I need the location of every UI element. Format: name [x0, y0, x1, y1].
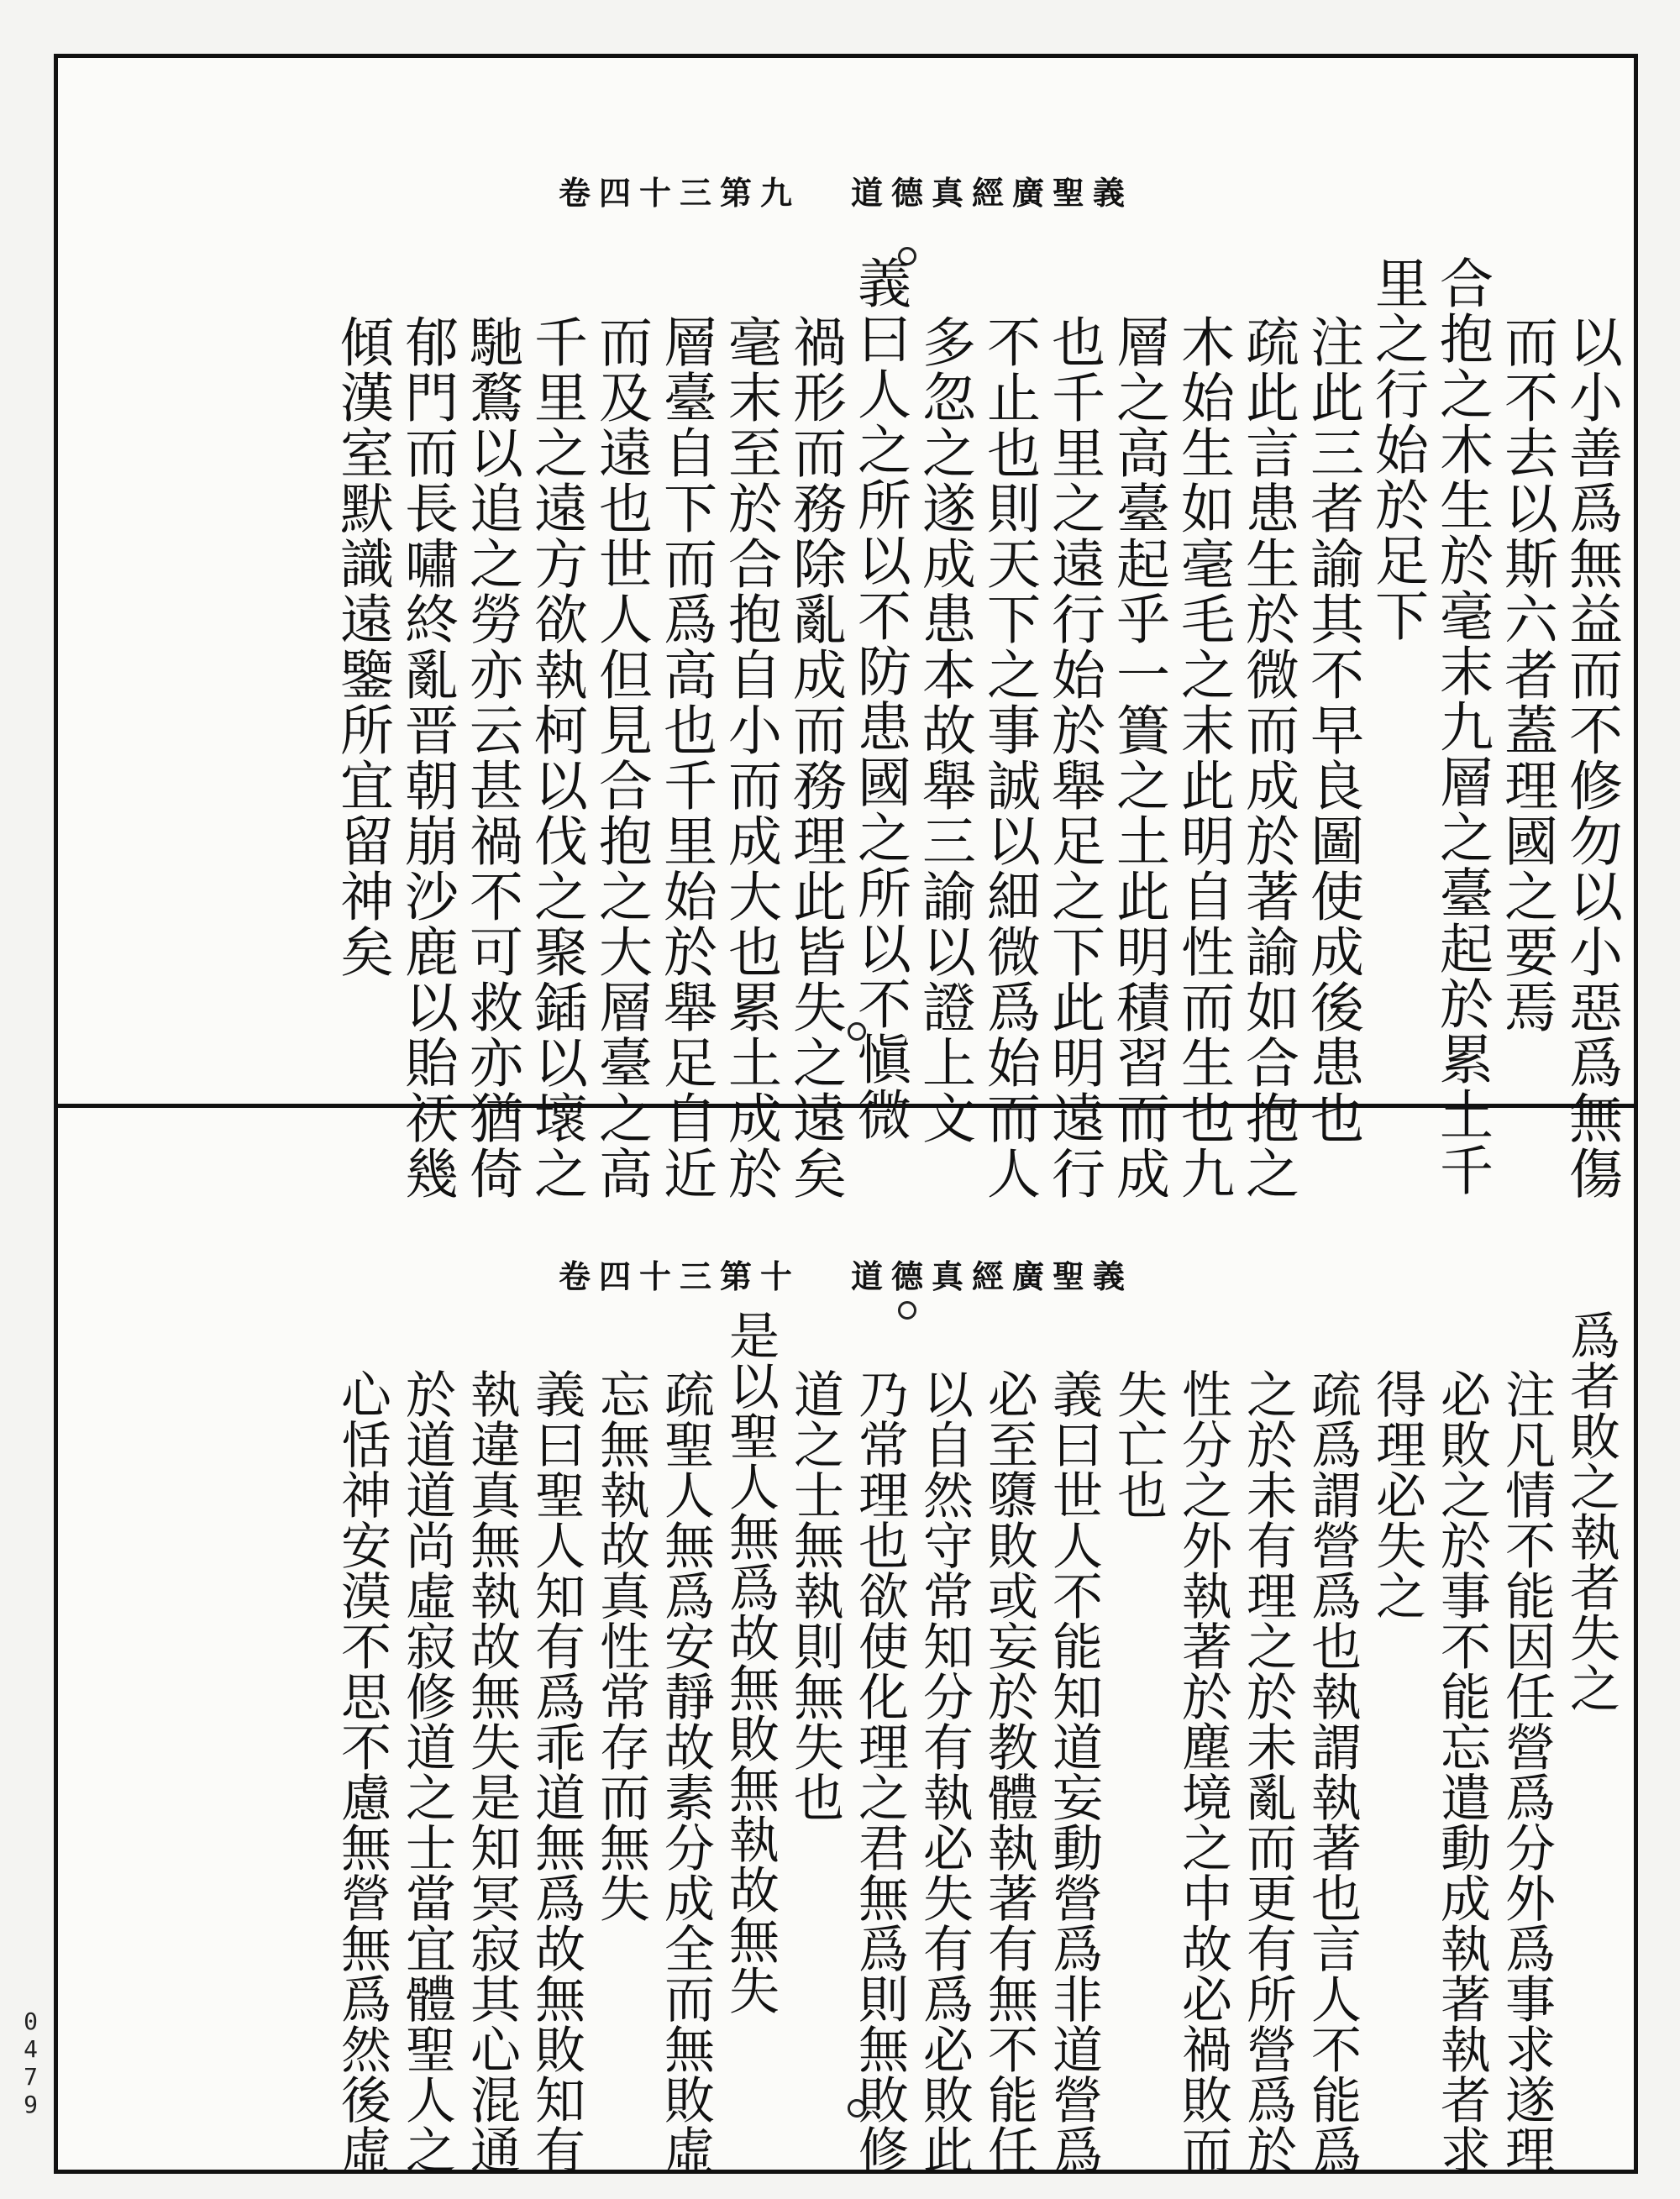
top-header-title: 卷四十三第九 — [558, 174, 801, 212]
bottom-column-5: 疏爲謂營爲也執謂執著也言人不能爲 — [1303, 1368, 1362, 2175]
top-column-12: 義曰人之所以不防患國之所以不愼微 — [848, 255, 911, 1142]
top-column-1: 以小善爲無益而不修勿以小惡爲無傷 — [1560, 314, 1622, 1201]
bottom-column-20: 心恬神安漠不思不慮無營無爲然後虛 — [333, 1368, 391, 2175]
bottom-column-10: 必至隳敗或妄於教體執著有無不能任 — [979, 1368, 1038, 2175]
top-column-18: 馳鶩以追之勞亦云甚禍不可救亦猶倚 — [460, 314, 522, 1201]
top-column-8: 層之高臺起乎一簣之土此明積習而成 — [1107, 314, 1169, 1201]
page-number: 0479 — [17, 2007, 45, 2118]
top-column-17: 千里之遠方欲執柯以伐之聚鍤以壞之 — [525, 314, 587, 1201]
bottom-column-12: 乃常理也欲使化理之君無爲則無敗修 — [850, 1368, 909, 2175]
bottom-column-14: 是以聖人無爲故無敗無執故無失 — [721, 1309, 780, 2015]
bottom-column-18: 執違真無執故無失是知冥寂其心混通 — [462, 1368, 521, 2175]
top-column-19: 郁門而長嘯終亂晋朝崩沙鹿以貽祆幾 — [396, 314, 458, 1201]
bottom-column-7: 性分之外執著於塵境之中故必禍敗而 — [1173, 1368, 1232, 2175]
top-column-14: 毫末至於合抱自小而成大也累土成於 — [719, 314, 781, 1201]
bottom-column-17: 義曰聖人知有爲乖道無爲故無敗知有 — [527, 1368, 585, 2175]
bottom-column-6: 之於未有理之於未亂而更有所營爲於 — [1238, 1368, 1297, 2175]
bottom-column-3: 必敗之於事不能忘遣動成執著執者求 — [1432, 1368, 1491, 2175]
top-column-13: 禍形而務除亂成而務理此皆失之遠矣 — [784, 314, 846, 1201]
bottom-column-2: 注凡情不能因任營爲分外爲事求遂理 — [1497, 1368, 1556, 2175]
bottom-column-11: 以自然守常知分有執必失有爲必敗此 — [915, 1368, 974, 2175]
bottom-header-title: 卷四十三第十 — [558, 1257, 801, 1295]
top-page — [58, 58, 1634, 1201]
top-column-6: 疏此言患生於微而成於著諭如合抱之 — [1236, 314, 1299, 1201]
bottom-column-15: 疏聖人無爲安靜故素分成全而無敗虛 — [656, 1368, 715, 2175]
top-column-7: 木始生如毫毛之末此明自性而生也九 — [1172, 314, 1234, 1201]
top-column-16: 而及遠也世人但見合抱之大層臺之高 — [590, 314, 652, 1201]
top-column-10: 不止也則天下之事誠以細微爲始而人 — [978, 314, 1040, 1201]
bottom-column-1: 爲者敗之執者失之 — [1562, 1309, 1620, 1713]
bottom-circle-mark-1 — [898, 1301, 916, 1320]
bottom-column-16: 忘無執故真性常存而無失 — [591, 1368, 650, 1923]
top-column-2: 而不去以斯六者蓋理國之要焉 — [1495, 314, 1557, 1035]
bottom-column-9: 義曰世人不能知道妄動營爲非道營爲 — [1044, 1368, 1103, 2175]
page-frame — [54, 54, 1638, 2174]
top-column-15: 層臺自下而爲高也千里始於舉足自近 — [654, 314, 717, 1201]
top-column-9: 也千里之遠行始於舉足之下此明遠行 — [1042, 314, 1105, 1201]
bottom-page — [58, 1108, 1634, 2175]
bottom-column-13: 道之士無執則無失也 — [785, 1368, 844, 1822]
top-column-3: 合抱之木生於毫末九層之臺起於累土千 — [1431, 255, 1493, 1198]
bottom-page-header — [58, 1251, 1634, 1297]
top-column-11: 多忽之遂成患本故舉三諭以證上文 — [913, 314, 975, 1146]
bottom-column-4: 得理必失之 — [1368, 1368, 1426, 1620]
top-page-header — [58, 167, 1634, 213]
bottom-column-8: 失亡也 — [1109, 1368, 1168, 1519]
bottom-column-19: 於道道尚虛寂修道之士當宜體聖人之 — [397, 1368, 456, 2175]
top-header-volume: 道德真經廣聖義 — [851, 174, 1134, 212]
top-column-20: 傾漢室默識遠鑒所宜留神矣 — [331, 314, 393, 979]
bottom-header-volume: 道德真經廣聖義 — [851, 1257, 1134, 1295]
top-column-5: 注此三者諭其不早良圖使成後患也 — [1301, 314, 1363, 1146]
top-column-4: 里之行始於足下 — [1366, 255, 1428, 643]
